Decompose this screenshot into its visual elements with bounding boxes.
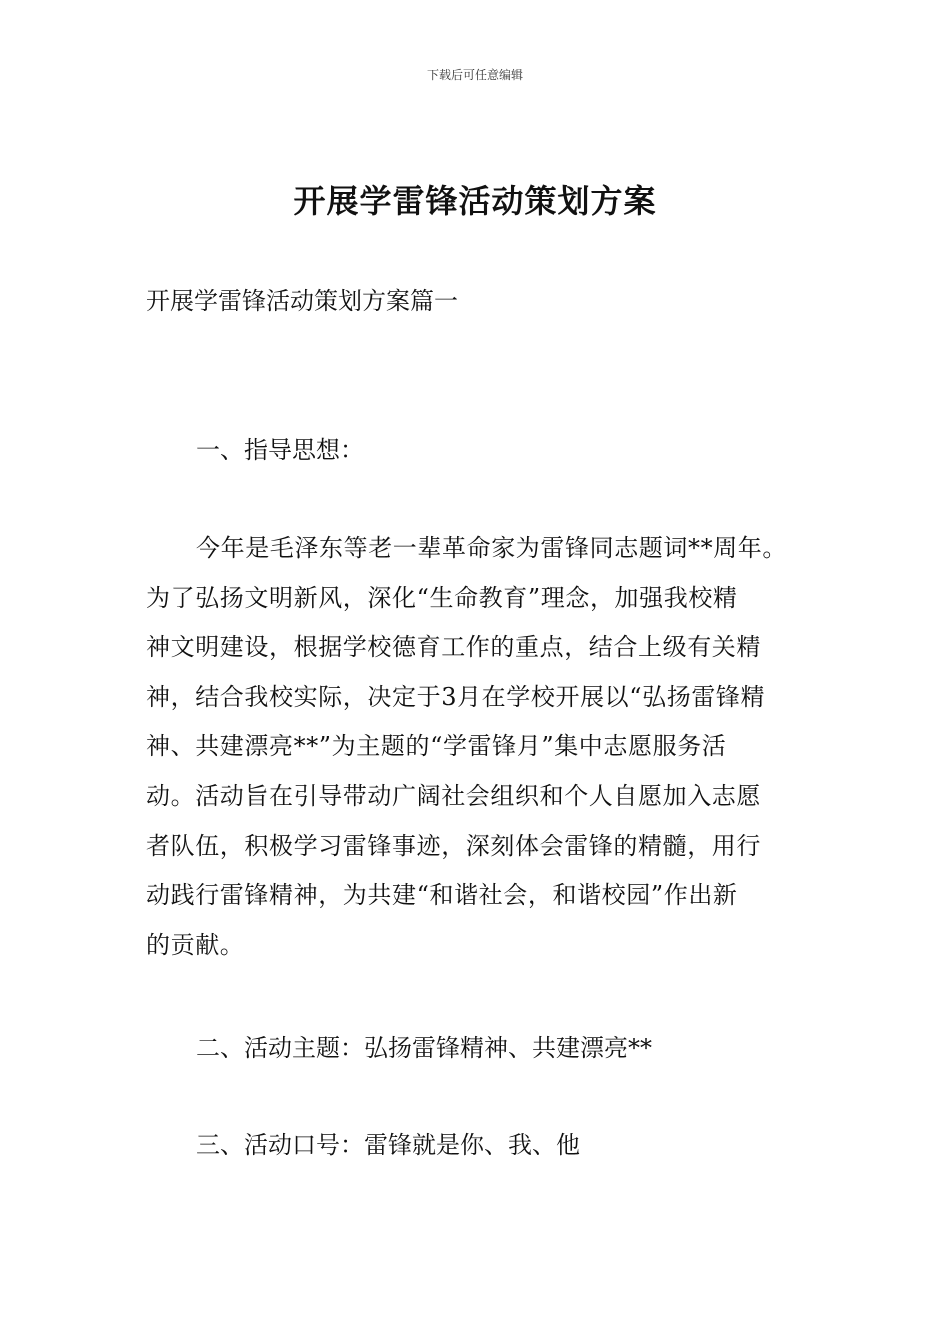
section-heading-activity-slogan: 三、活动口号：雷锋就是你、我、他 [196, 1131, 580, 1159]
section-heading-activity-theme: 二、活动主题：弘扬雷锋精神、共建漂亮** [196, 1034, 652, 1062]
paragraph-line: 神、共建漂亮**”为主题的“学雷锋月”集中志愿服务活 [146, 732, 727, 761]
document-subtitle: 开展学雷锋活动策划方案篇一 [146, 287, 458, 315]
body-paragraph [146, 530, 826, 976]
paragraph-line: 动。活动旨在引导带动广阔社会组织和个人自愿加入志愿 [146, 781, 761, 810]
paragraph-line: 神，结合我校实际，决定于3月在学校开展以“弘扬雷锋精 [146, 682, 766, 711]
paragraph-line: 今年是毛泽东等老一辈革命家为雷锋同志题词**周年。 [196, 534, 787, 562]
section-heading-guiding-thought: 一、指导思想： [196, 436, 364, 464]
header-note: 下载后可任意编辑 [426, 68, 523, 82]
paragraph-line: 的贡献。 [146, 930, 245, 959]
paragraph-line: 神文明建设，根据学校德育工作的重点，结合上级有关精 [146, 633, 761, 662]
document-title: 开展学雷锋活动策划方案 [293, 182, 657, 220]
paragraph-line: 者队伍，积极学习雷锋事迹，深刻体会雷锋的精髓，用行 [146, 831, 761, 860]
paragraph-line: 为了弘扬文明新风，深化“生命教育”理念，加强我校精 [146, 583, 738, 612]
paragraph-line: 动践行雷锋精神，为共建“和谐社会，和谐校园”作出新 [146, 881, 738, 910]
